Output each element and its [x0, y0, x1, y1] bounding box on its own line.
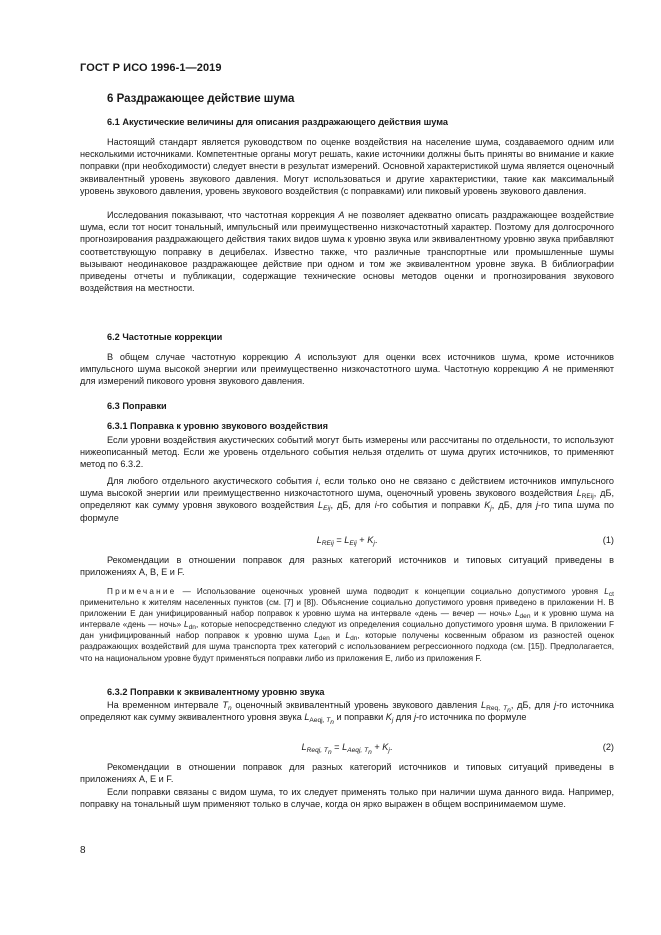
- note-label: Примечание: [107, 587, 177, 596]
- standard-designation: ГОСТ Р ИСО 1996-1—2019: [80, 62, 222, 74]
- section-6-3-2-paragraph-2: Рекомендации в отношении поправок для разных категорий источников и типовых ситуаций приведены в приложениях А, Е и F.: [80, 762, 614, 785]
- section-6-3-title: 6.3 Поправки: [107, 401, 167, 411]
- formula-1-number: (1): [602, 535, 614, 545]
- section-6-2-title: 6.2 Частотные коррекции: [107, 332, 223, 342]
- section-6-2-paragraph: В общем случае частотную коррекцию A используют для оценки всех источников шума, кроме источников импульсного шума высокой энергии или преимущественно низкочастотного шума. Частотную коррекцию A не применяют для измерений пикового уровня звукового давления.: [80, 352, 615, 387]
- note: Примечание — Использование оценочных уровней шума подводит к концепции социально допустимого уровня $L_{ct}$ применительно к жителям населенных пунктов (см. [7] и [8]). Объяснение социально допустимого уровня приведено в приложении Н. В приложении Е дан унифицированный набор поправок к уровню шума на интервале «день — вечер — ночь» $L_{den}$ и к уровню шума на интервале «день — ночь» $L_{dn}$, которые непосредственно следуют из определения социально допустимого уровня шума. В приложении F дан унифицированный набор поправок к уровню шума $L_{den}$ и $L_{dn}$, которые получены косвенным образом из разностей оценок раздражающих воздействий для шума транспорта трех категорий с использованием регрессионного подхода (см. [15]). Предполагается, что на национальном уровне будут применяться поправки либо из приложения Е, либо из приложения F.: [80, 587, 614, 663]
- section-6-1-paragraph-1: Настоящий стандарт является руководством по оценке воздействия на население шума, создаваемого одним или несколькими источниками. Компетентные органы могут решать, какие источники должны быть приняты во внимание и какие поправки (при необходимости) следует внести в результат измерений. Основной характеристикой шума является оценочный эквивалентный уровень звукового давления. Могут использоваться и другие характеристики, такие как максимальный уровень звукового давления, уровень звукового воздействия (с поправками) или пиковый уровень звукового давления.: [80, 137, 614, 196]
- formula-1-expression: $L_{REij} = L_{Eij} + K_j$.: [316, 535, 378, 547]
- section-6-1-paragraph-2: Исследования показывают, что частотная коррекция A не позволяет адекватно описать раздражающее воздействие шума, если тот носит тональный, импульсный или преимущественно низкочастотный характер. Поэтому для долгосрочного прогнозирования раздражающего действия таких видов шума к уровню звука или эквивалентному уровню звука прибавляют соответствующую поправку в децибелах. Известно также, что различные транспортные или промышленные шумы вызывают неодинаковое раздражающее действие при одном и том же эквивалентном уровне звука. В библиографии приведены отчеты и публикации, содержащие технические основы методов оценки и прогнозирования звукового воздействия на местности.: [80, 210, 615, 294]
- page-number: 8: [80, 845, 86, 856]
- section-6-3-1-title: 6.3.1 Поправка к уровню звукового воздействия: [107, 421, 328, 431]
- section-6-3-1-paragraph-3: Рекомендации в отношении поправок для разных категорий источников и типовых ситуаций приведены в приложениях А, В, Е и F.: [80, 555, 614, 578]
- section-6-3-1-paragraph-1: Если уровни воздействия акустических событий могут быть измерены или рассчитаны по отдельности, то используют нижеописанный метод. Если же уровень отдельного события нельзя отделить от шума других источников, то применяют метод по 6.3.2.: [80, 435, 614, 470]
- formula-2-number: (2): [602, 742, 614, 752]
- section-6-title: 6 Раздражающее действие шума: [107, 93, 295, 105]
- formula-2: [80, 742, 614, 756]
- section-6-3-2-paragraph-1: На временном интервале $T_n$ оценочный эквивалентный уровень звукового давления $L_{Req, T_n}$, дБ, для j-го источника определяют как сумму эквивалентного уровня звука $L_{Aeqj, T_n}$ и поправки $K_j$ для j-го источника по формуле: [80, 700, 614, 727]
- section-6-3-2-paragraph-3: Если поправки связаны с видом шума, то их следует применять только при наличии шума данного вида. Например, поправку на тональный шум применяют только в случае, когда он ярко выражен в общем воспринимаемом шуме.: [80, 787, 614, 810]
- section-6-3-1-paragraph-2: Для любого отдельного акустического события i, если только оно не связано с действием источников импульсного шума высокой энергии или преимущественно низкочастотного шума, оценочный уровень звукового воздействия $L_{REij}$, дБ, определяют как сумму уровня звукового воздействия $L_{Eij}$, дБ, для i-го события и поправки $K_j$, дБ, для j-го типа шума по формуле: [80, 476, 615, 523]
- formula-1: [80, 535, 614, 549]
- section-6-1-title: 6.1 Акустические величины для описания раздражающего действия шума: [107, 117, 449, 127]
- formula-2-expression: $L_{Reqj, T_n} = L_{Aeqj, T_n} + K_j$.: [301, 742, 393, 756]
- section-6-3-2-title: 6.3.2 Поправки к эквивалентному уровню звука: [107, 687, 325, 697]
